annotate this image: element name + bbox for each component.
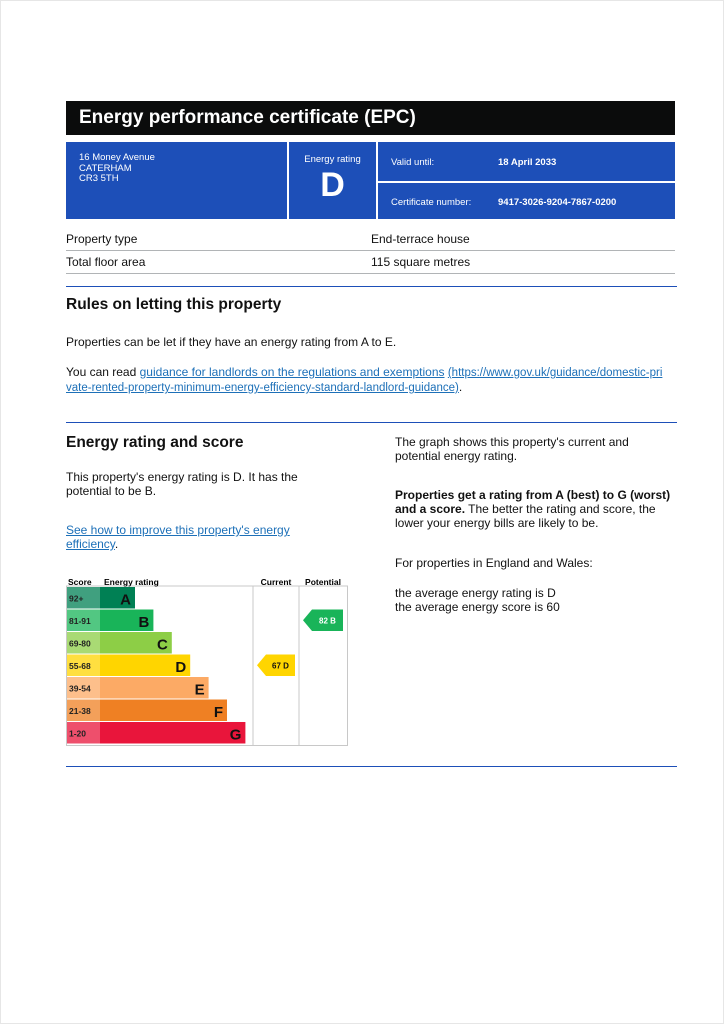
potential-rating-label: 82 B — [319, 616, 336, 626]
rating-band-range: 92+ — [69, 593, 84, 604]
property-type-value: End-terrace house — [371, 232, 470, 246]
rating-band-letter: C — [156, 636, 168, 654]
rules-p2-prefix: You can read — [66, 365, 140, 379]
graph-description: The graph shows this property's current and potential energy rating. — [395, 435, 629, 463]
energy-rating-panel — [289, 142, 376, 219]
rules-paragraph-2 — [66, 365, 666, 395]
rating-band-letter: F — [213, 703, 223, 721]
property-type-label: Property type — [66, 232, 138, 246]
property-type-row — [66, 228, 675, 251]
rating-band-letter: B — [138, 613, 150, 631]
address-panel — [66, 142, 287, 219]
address-line-2: CATERHAM — [79, 162, 132, 174]
energy-rating-text: This property's energy rating is D. It has the potential to be B. — [66, 470, 298, 498]
page-title: Energy performance certificate (EPC) — [66, 101, 675, 135]
chart-header-current: Current — [260, 577, 292, 587]
rating-band-range: 69-80 — [69, 638, 91, 649]
energy-rating-chart-svg — [66, 574, 349, 750]
address-line-1: 16 Money Avenue — [79, 152, 155, 163]
rating-band-letter: A — [120, 591, 131, 609]
certificate-number-label: Certificate number: — [391, 197, 472, 208]
rating-band-range: 55-68 — [69, 660, 91, 671]
rating-band-range: 21-38 — [69, 705, 91, 716]
certificate-number-value: 9417-3026-9204-7867-0200 — [498, 197, 617, 208]
rating-band-range: 81-91 — [69, 615, 91, 626]
floor-area-value: 115 square metres — [371, 255, 471, 269]
floor-area-row — [66, 251, 675, 274]
landlord-guidance-url[interactable]: (https://www.gov.uk/guidance/domestic-private-rented-property-minimum-energy-efficiency-standard-landlord-guidance) — [66, 367, 663, 394]
rating-explanation-rest: The better the rating and score, the lower your energy bills are likely to be. — [395, 502, 656, 530]
average-rating-text: the average energy rating is D — [395, 586, 556, 600]
england-wales-text: For properties in England and Wales: — [395, 556, 593, 570]
rating-band-letter: D — [175, 658, 187, 676]
valid-until-panel — [378, 142, 675, 181]
energy-rating-label: Energy rating — [304, 154, 361, 165]
rating-band-range: 39-54 — [69, 683, 91, 694]
rating-explanation — [395, 488, 675, 530]
energy-rating-chart — [66, 574, 349, 750]
average-score-text: the average energy score is 60 — [395, 600, 560, 614]
energy-heading: Energy rating and score — [66, 434, 244, 451]
landlord-guidance-link[interactable]: guidance for landlords on the regulations and exemptions — [139, 365, 445, 379]
chart-header-score: Score — [68, 577, 92, 587]
energy-improve-paragraph — [66, 523, 306, 551]
rules-paragraph-1: Properties can be let if they have an energy rating from A to E. — [66, 335, 397, 349]
section-divider — [66, 766, 677, 767]
current-rating-label: 67 D — [272, 661, 289, 671]
floor-area-label: Total floor area — [66, 255, 146, 269]
rules-heading: Rules on letting this property — [66, 296, 282, 313]
rating-band-letter: G — [229, 726, 242, 744]
improve-efficiency-link[interactable]: See how to improve this property's energy efficiency — [66, 523, 290, 551]
section-divider — [66, 422, 677, 423]
chart-header-rating: Energy rating — [104, 577, 159, 587]
rating-band-range: 1-20 — [69, 728, 87, 739]
chart-header-potential: Potential — [305, 577, 341, 587]
improve-link-suffix: . — [114, 537, 119, 551]
rating-band-letter: E — [194, 681, 205, 699]
energy-rating-letter: D — [320, 166, 345, 204]
section-divider — [66, 286, 677, 287]
rating-explanation-bold: Properties get a rating from A (best) to G (worst) and a score. — [395, 488, 671, 516]
valid-until-label: Valid until: — [391, 157, 435, 168]
certificate-number-panel — [378, 183, 675, 219]
rules-p2-suffix: . — [458, 380, 463, 394]
valid-until-value: 18 April 2033 — [498, 157, 557, 168]
address-line-3: CR3 5TH — [79, 173, 119, 184]
